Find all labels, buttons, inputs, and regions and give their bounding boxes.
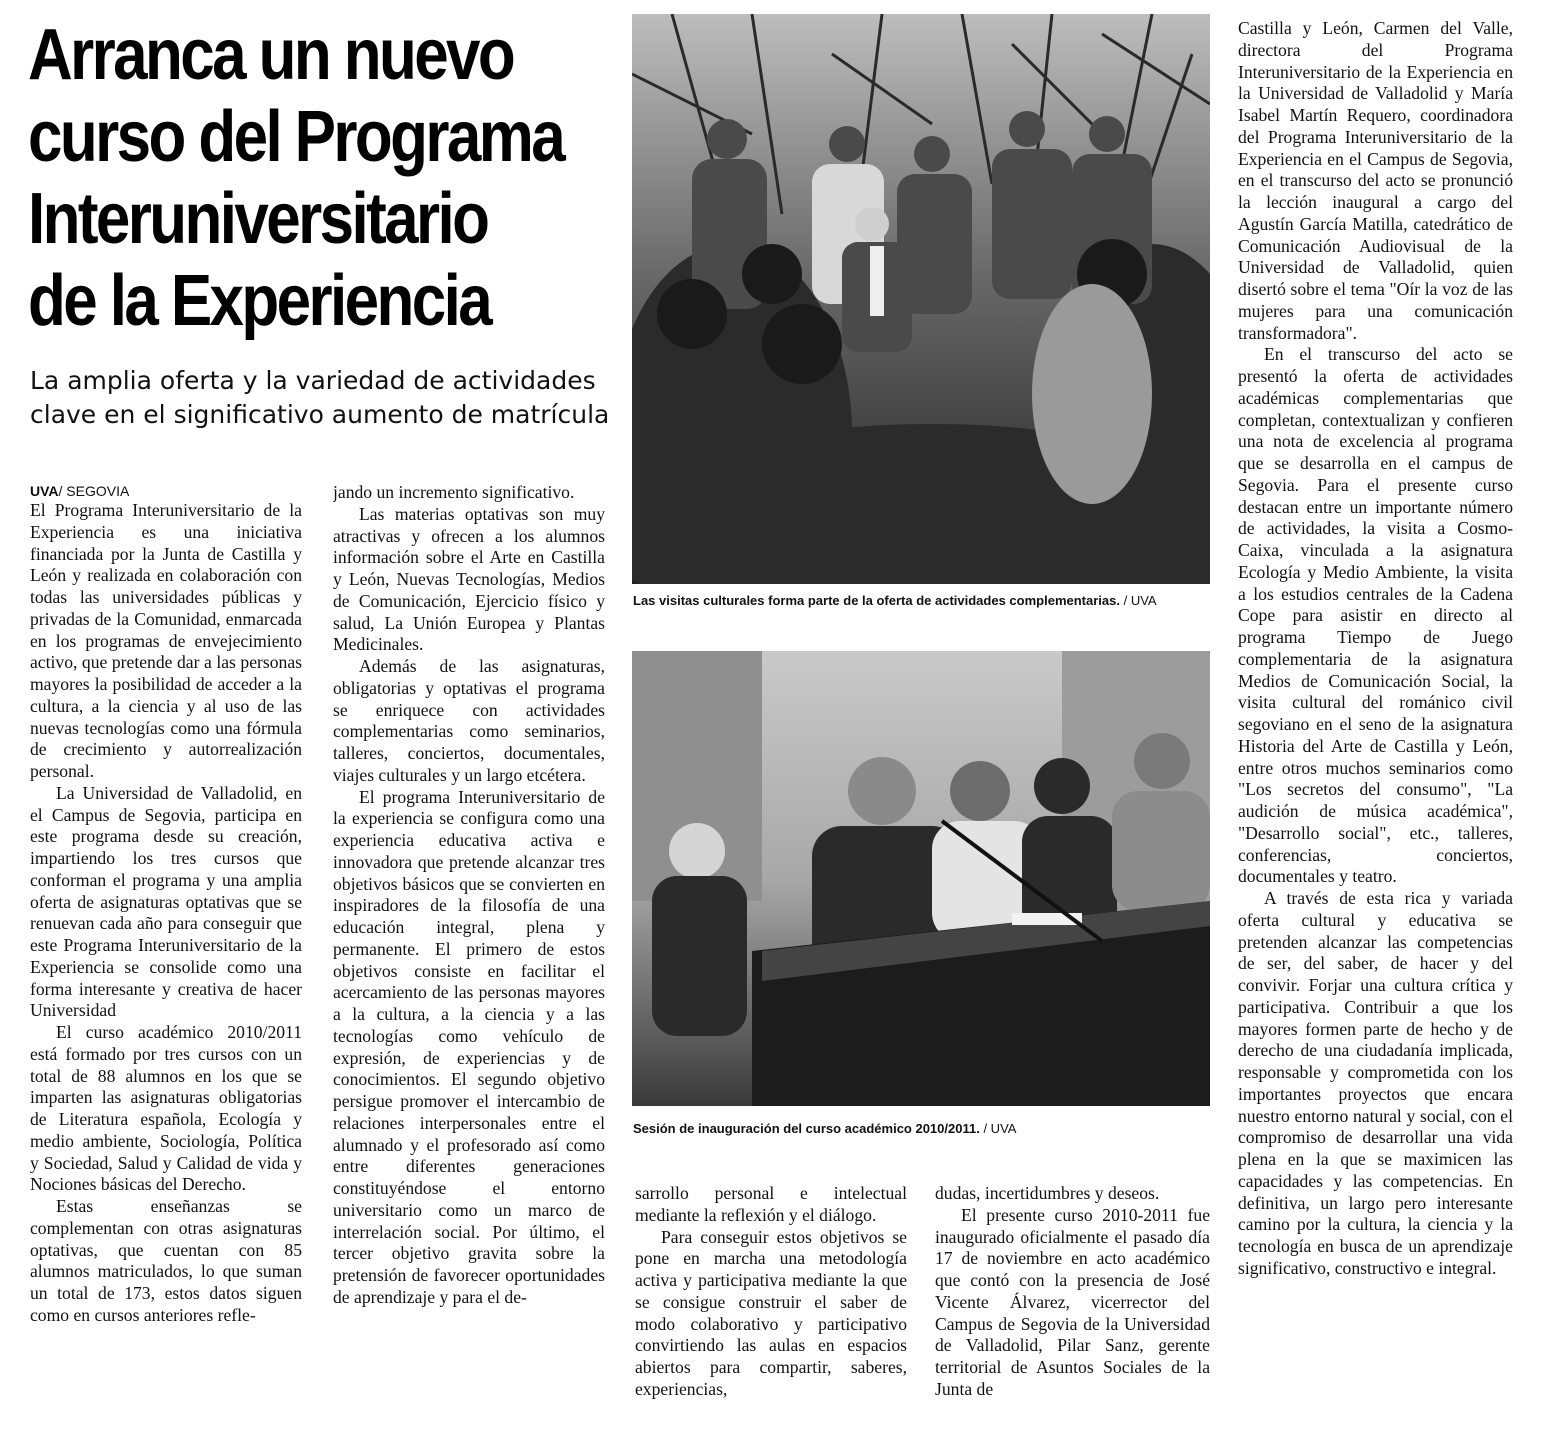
article-column-2 [333,482,605,1402]
headline-line-4: de la Experiencia [28,261,491,341]
article-column-5 [1238,18,1513,1406]
article-column-3 [635,1183,907,1403]
byline [30,482,302,500]
paragraph: jando un incremento significativo. [333,482,575,502]
paragraph: A través de esta rica y variada oferta cultural y educativa se pretenden alcanzar las competencias de ser, del saber, de hacer y del convivir. Forjar una cultura crítica y participativa. Contribuir a que los mayores formen parte de hecho y de derecho de una ciudadanía implicada, responsable y comprometida con los importantes proyectos que encara nuestro entorno natural y social, con el compromiso de desarrollar una vida plena en la que se maximicen las capacidades y las competencias. En definitiva, un largo pero interesante camino por la cultura, la ciencia y la tecnología en busca de un aprendizaje significativo, constructivo e integral. [1238,888,1513,1278]
paragraph: El presente curso 2010-2011 fue inaugurado oficialmente el pasado día 17 de noviembre en acto académico que contó con la presencia de José Vicente Álvarez, vicerrector del Campus de Segovia de la Universidad de Valladolid, Pilar Sanz, gerente territorial de Asuntos Sociales de la Junta de [935,1204,1210,1399]
paragraph: Castilla y León, Carmen del Valle, directora del Programa Interuniversitario de la Experiencia en la Universidad de Valladolid y María Isabel Martín Requero, coordinadora del Programa Interuniversitario de la Experiencia en el Campus de Segovia, en el transcurso del acto se pronunció la lección inaugural a cargo del Agustín García Matilla, catedrático de Comunicación Audiovisual de la Universidad de Valladolid, quien disertó sobre el tema "Oír la voz de las mujeres para una comunicación transformadora". [1238,18,1513,343]
paragraph: Para conseguir estos objetivos se pone en marcha una metodología activa y participativa mediante la que se consigue construir el saber de modo colaborativo y participativo convirtiendo las aulas en espacios abiertos para compartir, saberes, experiencias, [635,1226,907,1399]
caption-credit: / UVA [1123,593,1157,608]
headline-line-2: curso del Programa [28,97,564,177]
photo-inauguration [632,651,1210,1106]
paragraph: Estas enseñanzas se complementan con otras asignaturas optativas, que cuentan con 85 alumnos matriculados, lo que suman un total de 173, estos datos siguen como en cursos anteriores refle- [30,1196,302,1325]
caption-credit: / UVA [983,1121,1017,1136]
paragraph: Además de las asignaturas, obligatorias y optativas el programa se enriquece con actividades complementarias como seminarios, talleres, conciertos, documentales, viajes culturales y un largo etcétera. [333,656,605,785]
paragraph: Las materias optativas son muy atractivas y ofrecen a los alumnos información sobre el Arte en Castilla y León, Nuevas Tecnologías, Medios de Comunicación, Ejercicio físico y salud, La Unión Europea y Plantas Medicinales. [333,503,605,655]
photo-cultural-visit-image [632,14,1210,584]
byline-location: / SEGOVIA [58,483,130,499]
paragraph: dudas, incertidumbres y deseos. [935,1183,1160,1203]
caption-text: Sesión de inauguración del curso académico 2010/2011. [633,1121,980,1136]
headline [28,14,564,342]
paragraph: sarrollo personal e intelectual mediante la reflexión y el diálogo. [635,1183,907,1225]
article-column-1 [30,482,302,1402]
photo-inauguration-image [632,651,1210,1106]
article-column-4 [935,1183,1210,1403]
photo-cultural-visit [632,14,1210,584]
byline-source: UVA [30,483,59,499]
subheadline-line-1: La amplia oferta y la variedad de actividades [30,366,596,395]
paragraph: En el transcurso del acto se presentó la oferta de actividades académicas complementarias que completan, contextualizan y confieren una nota de excelencia al programa que se desarrolla en el campus de Segovia. Para el presente curso destacan entre un importante número de actividades, la visita a Cosmo-Caixa, vinculada a la asignatura Ecología y Medio Ambiente, la visita a los estudios centrales de la Cadena Cope para asistir en directo al programa Tiempo de Juego complementaria de la asignatura Medios de Comunicación Social, la visita cultural del románico civil segoviano en el seno de la asignatura Historia del Arte de Castilla y León, entre otros muchos seminarios como "Los secretos del consumo", "La audición de música académica", "Desarrollo social", etc., talleres, conferencias, conciertos, documentales y teatro. [1238,344,1513,887]
paragraph: El Programa Interuniversitario de la Experiencia es una iniciativa financiada por la Junta de Castilla y León y realizada en colaboración con todas las universidades públicas y privadas de la Comunidad, enmarcada en los programas de envejecimiento activo, que pretende dar a las personas mayores la posibilidad de acceder a la cultura, a la ciencia y al uso de las nuevas tecnologías como una fórmula de crecimiento y autorrealización personal. [30,500,302,781]
caption-text: Las visitas culturales forma parte de la oferta de actividades complementarias. [633,593,1120,608]
photo-cultural-visit-caption [633,593,1157,608]
photo-inauguration-caption [633,1121,1016,1136]
headline-line-1: Arranca un nuevo [28,15,514,95]
paragraph: El programa Interuniversitario de la experiencia se configura como una experiencia educativa activa e innovadora que pretende alcanzar tres objetivos básicos que se convierten en inspiradores de la filosofía de una educación integral, plena y permanente. El primero de estos objetivos consiste en facilitar el acercamiento de las personas mayores a la cultura, a la ciencia y a las tecnologías como vehículo de expresión, de experiencias y de conocimientos. El segundo objetivo persigue promover el intercambio de relaciones interpersonales entre el alumnado y el profesorado así como entre diferentes generaciones constituyéndose el entorno universitario como un marco de interrelación social. Por último, el tercer objetivo gravita sobre la pretensión de favorecer oportunidades de aprendizaje y para el de- [333,786,605,1307]
paragraph: El curso académico 2010/2011 está formado por tres cursos con un total de 88 alumnos en los que se imparten las asignaturas obligatorias de Literatura española, Ecología y medio ambiente, Sociología, Política y Sociedad, Salud y Calidad de vida y Nociones básicas del Derecho. [30,1022,302,1195]
subheadline-line-2: clave en el significativo aumento de matrícula [30,400,610,429]
headline-line-3: Interuniversitario [28,179,488,259]
paragraph: La Universidad de Valladolid, en el Campus de Segovia, participa en este programa desde su creación, impartiendo los tres cursos que conforman el programa y una amplia oferta de asignaturas optativas que se renuevan cada año para conseguir que este Programa Interuniversitario de la Experiencia se consolide como una forma interesante y creativa de hacer Universidad [30,782,302,1021]
subheadline [30,364,630,432]
